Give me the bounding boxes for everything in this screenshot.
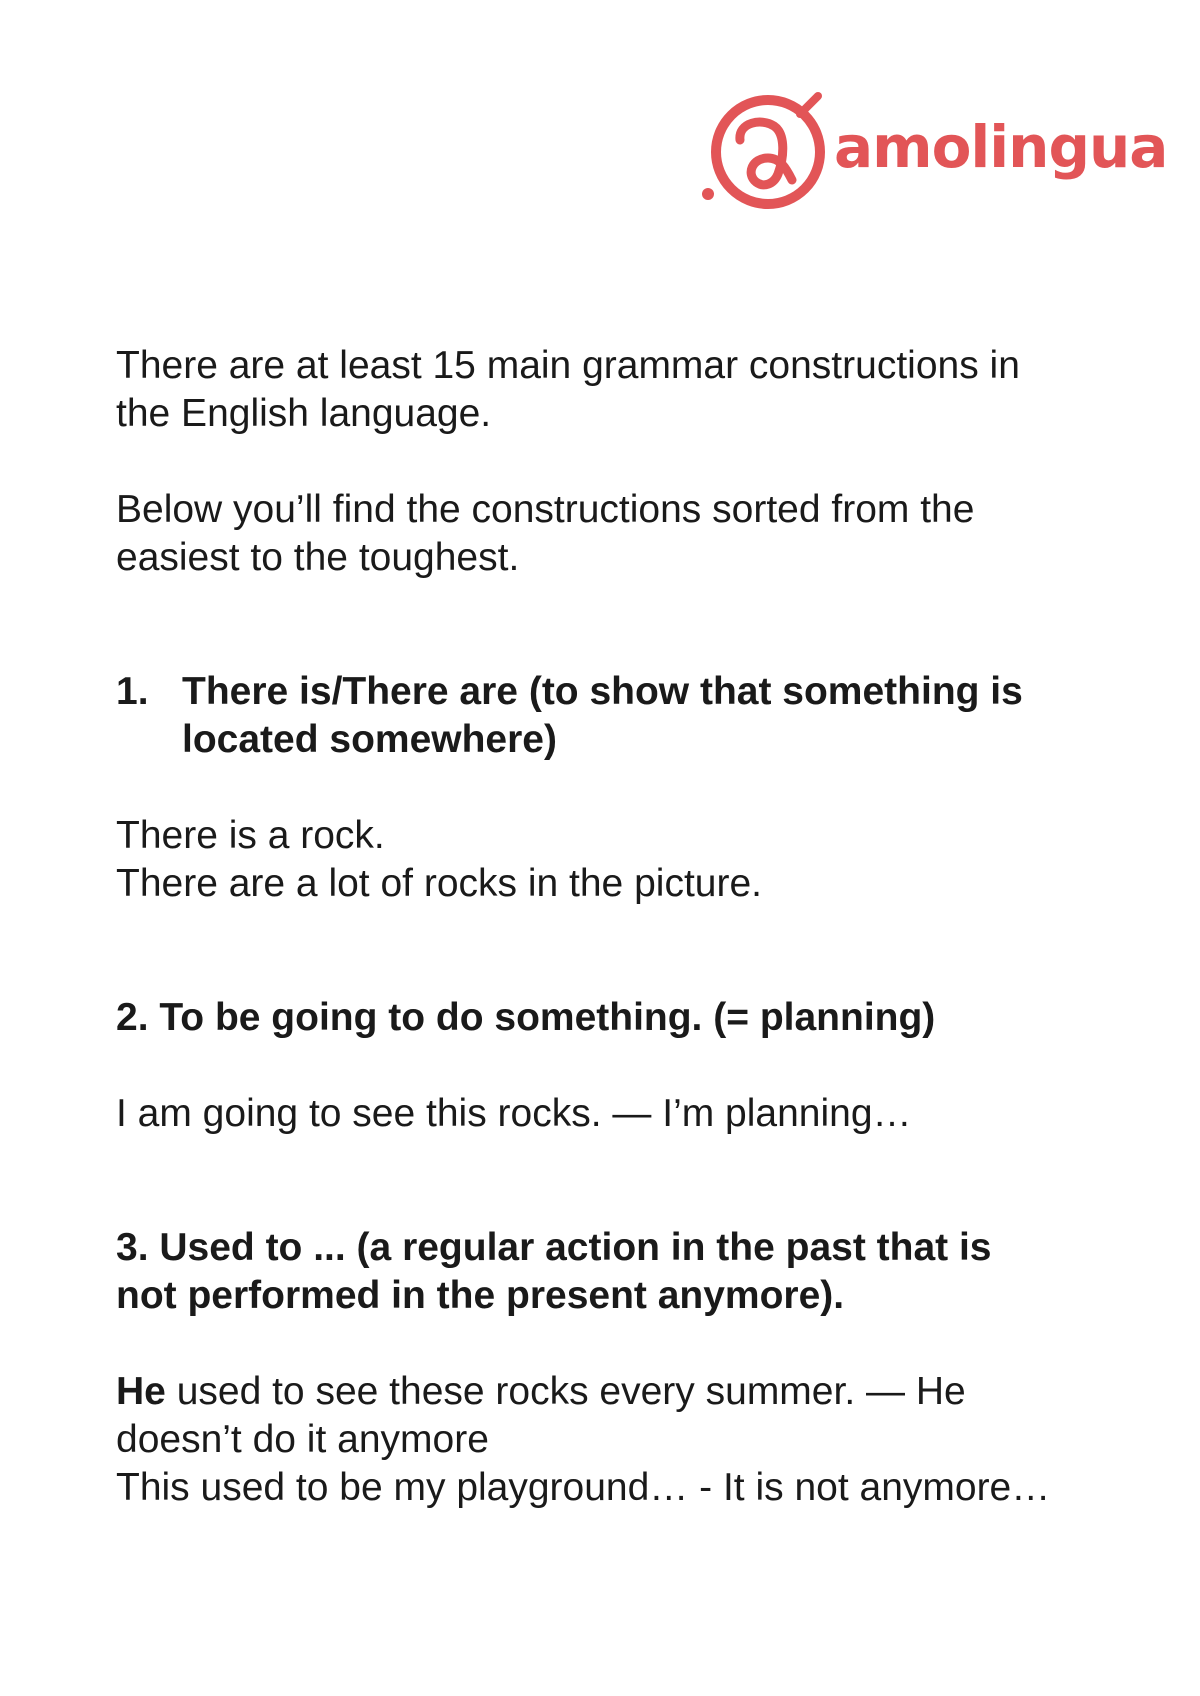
section-3-example-2: doesn’t do it anymore — [116, 1418, 489, 1461]
section-3-heading-line-1: 3. Used to ... (a regular action in the past that is — [116, 1226, 992, 1269]
section-3-heading-line-2: not performed in the present anymore). — [116, 1274, 845, 1317]
document-body — [116, 342, 1116, 1512]
section-1-heading-line-2: located somewhere) — [182, 718, 557, 761]
brand-name: amolingua — [834, 113, 1168, 181]
section-3-example-3: This used to be my playground… - It is not anymore… — [116, 1466, 1051, 1509]
section-3-example-1 — [116, 1368, 1116, 1416]
section-1-heading-line-1: There is/There are (to show that something is — [182, 670, 1023, 713]
section-1-number: 1. — [116, 670, 149, 713]
section-1-heading — [116, 668, 1116, 764]
amolingua-logo-icon — [700, 88, 830, 214]
section-1-example-2: There are a lot of rocks in the picture. — [116, 862, 762, 905]
section-3-example-1-subject: He — [116, 1370, 166, 1413]
section-2-heading: 2. To be going to do something. (= planning) — [116, 996, 936, 1039]
section-2-example-1: I am going to see this rocks. — I’m planning… — [116, 1092, 912, 1135]
intro-line-4: easiest to the toughest. — [116, 536, 520, 579]
intro-line-2: the English language. — [116, 392, 492, 435]
intro-line-3: Below you’ll find the constructions sorted from the — [116, 488, 975, 531]
amolingua-logo — [700, 88, 1167, 214]
section-1-example-1: There is a rock. — [116, 814, 385, 857]
intro-line-1: There are at least 15 main grammar constructions in — [116, 344, 1020, 387]
section-3-example-1-rest: used to see these rocks every summer. — He — [165, 1370, 966, 1413]
